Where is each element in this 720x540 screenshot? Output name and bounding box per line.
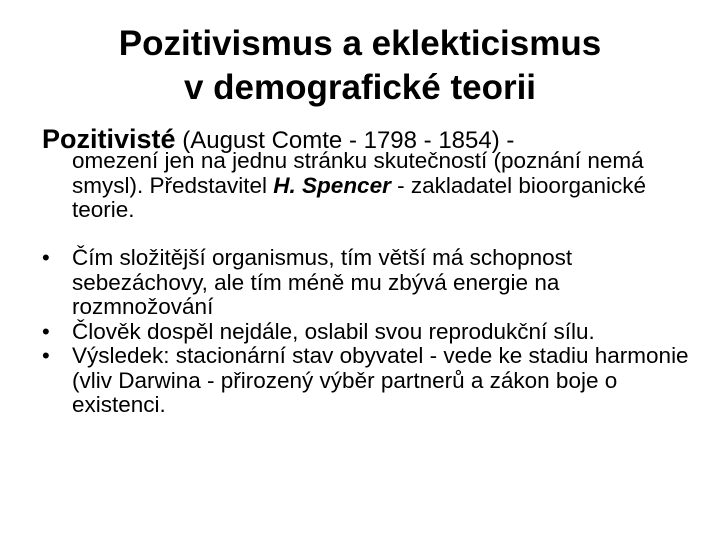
bullet-icon: • bbox=[42, 318, 50, 344]
title-line-2: v demografické teorii bbox=[183, 68, 537, 107]
list-item bbox=[42, 344, 702, 418]
list-item-text: Člověk dospěl nejdále, oslabil svou reprodukční sílu. bbox=[72, 318, 595, 344]
slide-title bbox=[0, 22, 720, 110]
bullet-icon: • bbox=[42, 245, 50, 270]
list-item-text: Čím složitější organismus, tím větší má schopnost sebezáchovy, ale tím méně mu zbývá energie na rozmnožování bbox=[72, 245, 573, 319]
paragraph-emphasis: H. Spencer bbox=[273, 172, 391, 198]
intro-paragraph bbox=[72, 149, 702, 223]
lead-rest: (August Comte - 1798 - 1854) - bbox=[175, 127, 515, 154]
paragraph-text-before: omezení jen na jednu stránku skutečností (poznání nemá smysl). Představitel bbox=[72, 148, 644, 198]
bullet-list bbox=[42, 246, 702, 418]
lead-term: Pozitivisté bbox=[42, 124, 176, 154]
list-item bbox=[42, 246, 702, 320]
bullet-icon: • bbox=[42, 343, 50, 368]
title-line-1: Pozitivismus a eklekticismus bbox=[118, 24, 602, 63]
paragraph-text-after: - zakladatel bioorganické teorie. bbox=[72, 172, 646, 222]
list-item-text: Výsledek: stacionární stav obyvatel - vede ke stadiu harmonie (vliv Darwina - přirozený výběr partnerů a zákon boje o existenci. bbox=[72, 343, 689, 417]
list-item bbox=[42, 320, 702, 345]
